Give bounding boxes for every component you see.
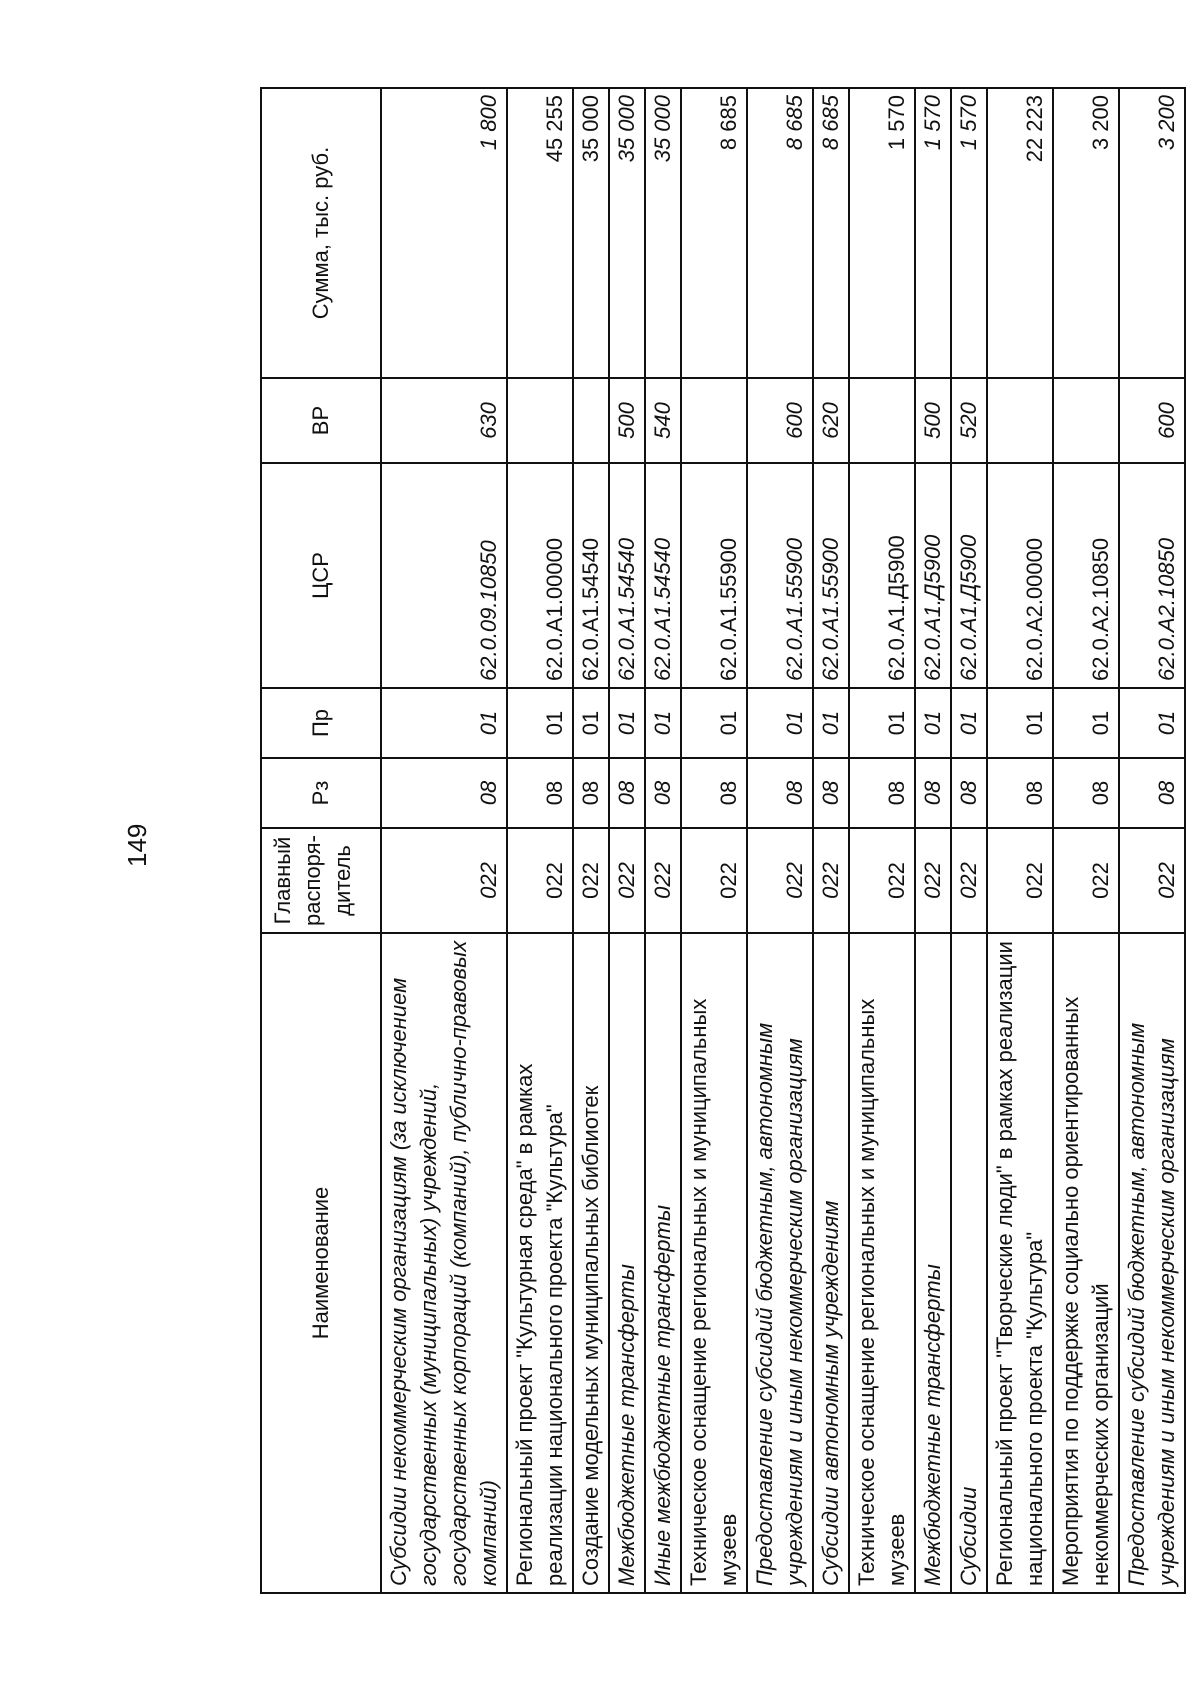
cell-csr: 62.0.А1.55900 [681, 463, 747, 688]
cell-csr: 62.0.А1.54540 [645, 463, 681, 688]
cell-grbs: 022 [645, 828, 681, 933]
cell-vr [681, 378, 747, 463]
cell-pr: 01 [813, 688, 849, 758]
cell-grbs: 022 [747, 828, 813, 933]
cell-grbs: 022 [681, 828, 747, 933]
table-row [573, 88, 609, 1593]
cell-pr: 01 [681, 688, 747, 758]
table-row [747, 88, 813, 1593]
cell-rz: 08 [951, 758, 987, 828]
table-row [951, 88, 987, 1593]
table-row [381, 88, 507, 1593]
cell-name: Субсидии [951, 933, 987, 1593]
budget-table [260, 87, 1186, 1594]
cell-csr: 62.0.А2.10850 [1053, 463, 1119, 688]
cell-vr [849, 378, 915, 463]
cell-name: Создание модельных муниципальных библиотек [573, 933, 609, 1593]
table-row [609, 88, 645, 1593]
cell-pr: 01 [1119, 688, 1185, 758]
cell-csr: 62.0.А1.Д5900 [849, 463, 915, 688]
cell-pr: 01 [381, 688, 507, 758]
cell-vr [1053, 378, 1119, 463]
cell-csr: 62.0.А2.10850 [1119, 463, 1185, 688]
cell-pr: 01 [951, 688, 987, 758]
cell-sum: 1 570 [849, 88, 915, 378]
cell-name: Субсидии некоммерческим организациям (за исключением государственных (муниципальных) учреждений, государственных корпораций (компаний), публично-правовых компаний) [381, 933, 507, 1593]
cell-csr: 62.0.А2.00000 [987, 463, 1053, 688]
table-row [681, 88, 747, 1593]
cell-rz: 08 [915, 758, 951, 828]
cell-csr: 62.0.09.10850 [381, 463, 507, 688]
cell-csr: 62.0.А1.Д5900 [915, 463, 951, 688]
cell-rz: 08 [1119, 758, 1185, 828]
header-sum: Сумма, тыс. руб. [261, 88, 381, 378]
cell-pr: 01 [987, 688, 1053, 758]
cell-vr: 600 [747, 378, 813, 463]
cell-vr: 500 [915, 378, 951, 463]
cell-vr: 630 [381, 378, 507, 463]
table-row [915, 88, 951, 1593]
cell-grbs: 022 [987, 828, 1053, 933]
cell-pr: 01 [747, 688, 813, 758]
page-number: 149 [122, 823, 152, 867]
cell-csr: 62.0.А1.55900 [747, 463, 813, 688]
cell-sum: 3 200 [1119, 88, 1185, 378]
cell-name: Техническое оснащение региональных и муниципальных музеев [849, 933, 915, 1593]
cell-grbs: 022 [849, 828, 915, 933]
table-row [1053, 88, 1119, 1593]
cell-sum: 22 223 [987, 88, 1053, 378]
cell-csr: 62.0.А1.Д5900 [951, 463, 987, 688]
cell-name: Региональный проект "Творческие люди" в рамках реализации национального проекта "Культура" [987, 933, 1053, 1593]
rotated-page [110, 62, 1179, 1622]
cell-csr: 62.0.А1.54540 [609, 463, 645, 688]
cell-sum: 1 800 [381, 88, 507, 378]
cell-pr: 01 [573, 688, 609, 758]
cell-name: Мероприятия по поддержке социально ориентированных некоммерческих организаций [1053, 933, 1119, 1593]
cell-pr: 01 [645, 688, 681, 758]
header-name: Наименование [261, 933, 381, 1593]
cell-rz: 08 [573, 758, 609, 828]
cell-vr [507, 378, 573, 463]
table-row [813, 88, 849, 1593]
cell-name: Региональный проект "Культурная среда" в рамках реализации национального проекта "Культура" [507, 933, 573, 1593]
cell-rz: 08 [681, 758, 747, 828]
cell-rz: 08 [813, 758, 849, 828]
cell-grbs: 022 [381, 828, 507, 933]
cell-rz: 08 [987, 758, 1053, 828]
header-csr: ЦСР [261, 463, 381, 688]
header-grbs: Главный распоря-дитель [261, 828, 381, 933]
cell-vr: 540 [645, 378, 681, 463]
cell-pr: 01 [1053, 688, 1119, 758]
cell-rz: 08 [381, 758, 507, 828]
cell-vr: 620 [813, 378, 849, 463]
cell-sum: 3 200 [1053, 88, 1119, 378]
header-pr: Пр [261, 688, 381, 758]
cell-grbs: 022 [813, 828, 849, 933]
cell-vr [573, 378, 609, 463]
table-header-row [261, 88, 381, 1593]
cell-sum: 8 685 [747, 88, 813, 378]
cell-vr [987, 378, 1053, 463]
cell-rz: 08 [645, 758, 681, 828]
cell-sum: 35 000 [609, 88, 645, 378]
cell-grbs: 022 [915, 828, 951, 933]
cell-sum: 1 570 [915, 88, 951, 378]
cell-pr: 01 [849, 688, 915, 758]
cell-pr: 01 [609, 688, 645, 758]
cell-sum: 1 570 [951, 88, 987, 378]
cell-grbs: 022 [1119, 828, 1185, 933]
cell-name: Иные межбюджетные трансферты [645, 933, 681, 1593]
cell-name: Предоставление субсидий бюджетным, автономным учреждениям и иным некоммерческим организациям [1119, 933, 1185, 1593]
cell-rz: 08 [849, 758, 915, 828]
cell-grbs: 022 [951, 828, 987, 933]
table-row [849, 88, 915, 1593]
cell-rz: 08 [609, 758, 645, 828]
cell-sum: 35 000 [645, 88, 681, 378]
cell-sum: 35 000 [573, 88, 609, 378]
cell-csr: 62.0.А1.00000 [507, 463, 573, 688]
cell-sum: 8 685 [681, 88, 747, 378]
cell-grbs: 022 [609, 828, 645, 933]
cell-vr: 600 [1119, 378, 1185, 463]
header-vr: ВР [261, 378, 381, 463]
cell-name: Предоставление субсидий бюджетным, автономным учреждениям и иным некоммерческим организациям [747, 933, 813, 1593]
cell-grbs: 022 [507, 828, 573, 933]
cell-name: Межбюджетные трансферты [915, 933, 951, 1593]
cell-rz: 08 [747, 758, 813, 828]
table-row [645, 88, 681, 1593]
cell-csr: 62.0.А1.54540 [573, 463, 609, 688]
cell-csr: 62.0.А1.55900 [813, 463, 849, 688]
table-row [1119, 88, 1185, 1593]
cell-name: Межбюджетные трансферты [609, 933, 645, 1593]
header-rz: Рз [261, 758, 381, 828]
cell-rz: 08 [507, 758, 573, 828]
table-row [507, 88, 573, 1593]
cell-vr: 520 [951, 378, 987, 463]
cell-sum: 45 255 [507, 88, 573, 378]
cell-grbs: 022 [1053, 828, 1119, 933]
cell-sum: 8 685 [813, 88, 849, 378]
cell-grbs: 022 [573, 828, 609, 933]
cell-name: Субсидии автономным учреждениям [813, 933, 849, 1593]
cell-pr: 01 [507, 688, 573, 758]
cell-rz: 08 [1053, 758, 1119, 828]
cell-vr: 500 [609, 378, 645, 463]
cell-name: Техническое оснащение региональных и муниципальных музеев [681, 933, 747, 1593]
cell-pr: 01 [915, 688, 951, 758]
table-row [987, 88, 1053, 1593]
